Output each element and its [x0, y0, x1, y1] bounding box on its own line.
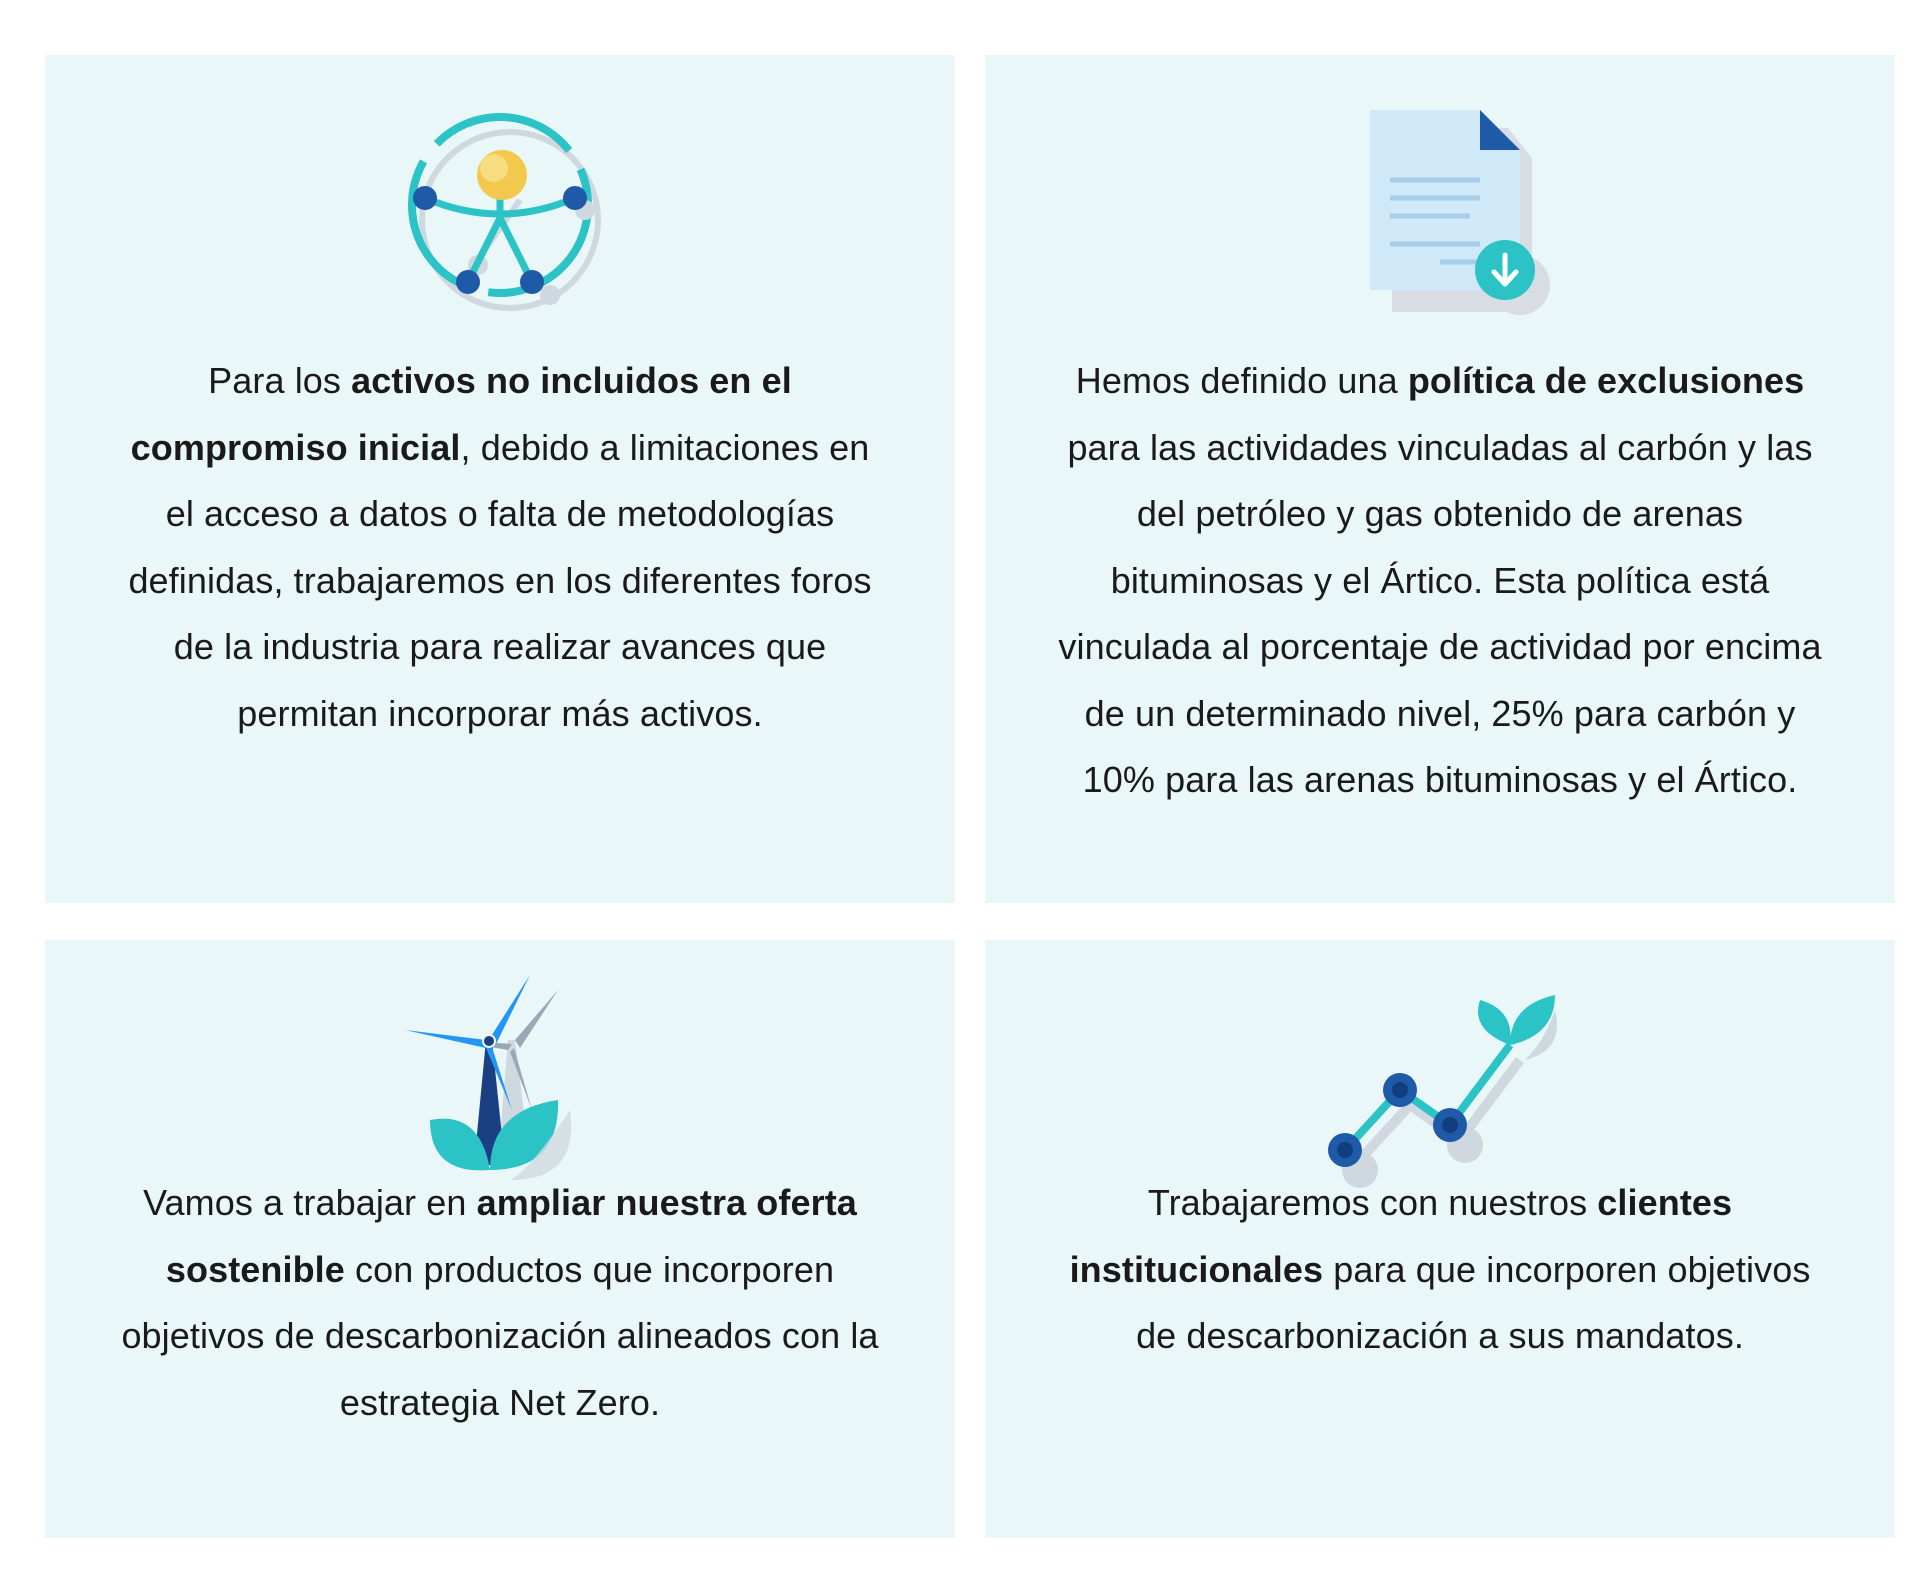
card-text-bold: política de exclusiones: [1407, 360, 1805, 401]
growth-chart-sprout-icon: [1310, 990, 1570, 1190]
card-text: Para los activos no incluidos en el compromiso inicial, debido a limitaciones en el acceso a datos o falta de metodologías definidas, trabajaremos en los diferentes foros de la industria para realizar avances que permitan incorporar más activos.: [128, 360, 872, 734]
card-assets: [45, 55, 955, 903]
card-text-bold: activos no incluidos en el compromiso inicial: [130, 360, 792, 468]
network-sun-icon: [390, 100, 610, 320]
wind-turbine-leaves-icon: [390, 970, 610, 1190]
document-download-icon: [1330, 100, 1550, 320]
card-exclusions: [985, 55, 1895, 903]
card-text-bold: ampliar nuestra oferta sostenible: [165, 1182, 857, 1290]
card-text: Trabajaremos con nuestros clientes institucionales para que incorporen objetivos de descarbonización a sus mandatos.: [1069, 1182, 1811, 1356]
card-text-bold: clientes institucionales: [1069, 1182, 1733, 1290]
card-institutional-clients: [985, 940, 1895, 1538]
card-sustainable-offer: [45, 940, 955, 1538]
card-text: Hemos definido una política de exclusiones para las actividades vinculadas al carbón y las del petróleo y gas obtenido de arenas bituminosas y el Ártico. Esta política está vinculada al porcentaje de actividad por encima de un determinado nivel, 25% para carbón y 10% para las arenas bituminosas y el Ártico.: [1058, 360, 1822, 800]
card-text: Vamos a trabajar en ampliar nuestra oferta sostenible con productos que incorporen objetivos de descarbonización alineados con la estrategia Net Zero.: [121, 1182, 879, 1423]
